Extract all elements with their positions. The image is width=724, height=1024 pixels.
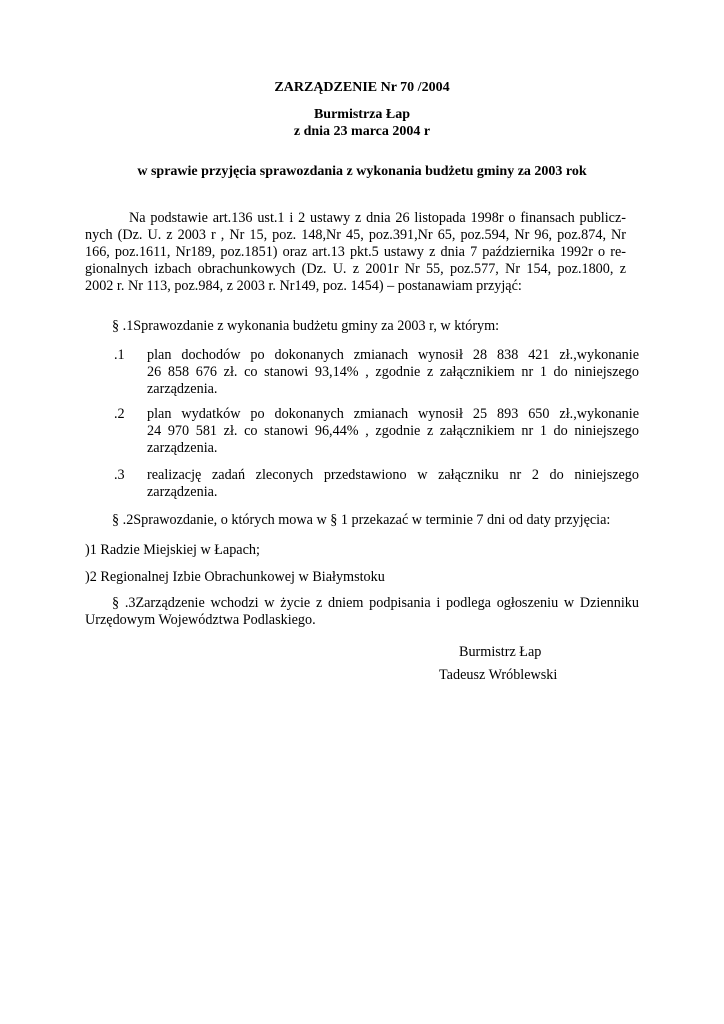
list-item-line: plan dochodów po dokonanych zmianach wynosił 28 838 421 zł.,wykonanie [147, 347, 639, 363]
list-item-line: zarządzenia. [147, 440, 218, 456]
document-subject: w sprawie przyjęcia sprawozdania z wykonania budżetu gminy za 2003 rok [137, 164, 587, 179]
list-item-line: 26 858 676 zł. co stanowi 93,14% , zgodnie z załącznikiem nr 1 do niniejszego [147, 364, 639, 380]
preamble-line: 166, poz.1611, Nr189, poz.1851) oraz art.13 pkt.5 ustawy z dnia 7 października 1992r o re- [85, 244, 626, 260]
section-1-heading: § .1Sprawozdanie z wykonania budżetu gminy za 2003 r, w którym: [112, 318, 500, 334]
list-item-number: .3 [114, 467, 125, 483]
preamble-line: Na podstawie art.136 ust.1 i 2 ustawy z dnia 26 listopada 1998r o finansach publicz- [129, 210, 626, 226]
signature-role: Burmistrz Łap [459, 644, 542, 660]
section-3-line: Urzędowym Województwa Podlaskiego. [85, 612, 316, 628]
list-item-line: zarządzenia. [147, 484, 218, 500]
preamble-line: gionalnych izbach obrachunkowych (Dz. U. z 2001r Nr 55, poz.577, Nr 154, poz.1800, z [85, 261, 626, 277]
document-date: z dnia 23 marca 2004 r [293, 124, 431, 139]
list-item-number: .1 [114, 347, 125, 363]
list-item-line: realizację zadań zleconych przedstawiono w załączniku nr 2 do niniejszego [147, 467, 639, 483]
signature-name: Tadeusz Wróblewski [439, 667, 558, 683]
section-3-line: § .3Zarządzenie wchodzi w życie z dniem podpisania i podlega ogłoszeniu w Dzienniku [112, 595, 639, 611]
document-issuer: Burmistrza Łap [313, 107, 411, 122]
recipient-item: )1 Radzie Miejskiej w Łapach; [85, 542, 260, 558]
list-item-number: .2 [114, 406, 125, 422]
preamble-line: 2002 r. Nr 113, poz.984, z 2003 r. Nr149, poz. 1454) – postanawiam przyjąć: [85, 278, 522, 294]
recipient-item: )2 Regionalnej Izbie Obrachunkowej w Białymstoku [85, 569, 385, 585]
document-title: ZARZĄDZENIE Nr 70 /2004 [274, 80, 450, 95]
preamble-line: nych (Dz. U. z 2003 r , Nr 15, poz. 148,Nr 45, poz.391,Nr 65, poz.594, Nr 96, poz.874, Nr [85, 227, 626, 243]
list-item-line: 24 970 581 zł. co stanowi 96,44% , zgodnie z załącznikiem nr 1 do niniejszego [147, 423, 639, 439]
list-item-line: zarządzenia. [147, 381, 218, 397]
list-item-line: plan wydatków po dokonanych zmianach wynosił 25 893 650 zł.,wykonanie [147, 406, 639, 422]
section-2-heading: § .2Sprawozdanie, o których mowa w § 1 przekazać w terminie 7 dni od daty przyjęcia: [112, 512, 611, 528]
